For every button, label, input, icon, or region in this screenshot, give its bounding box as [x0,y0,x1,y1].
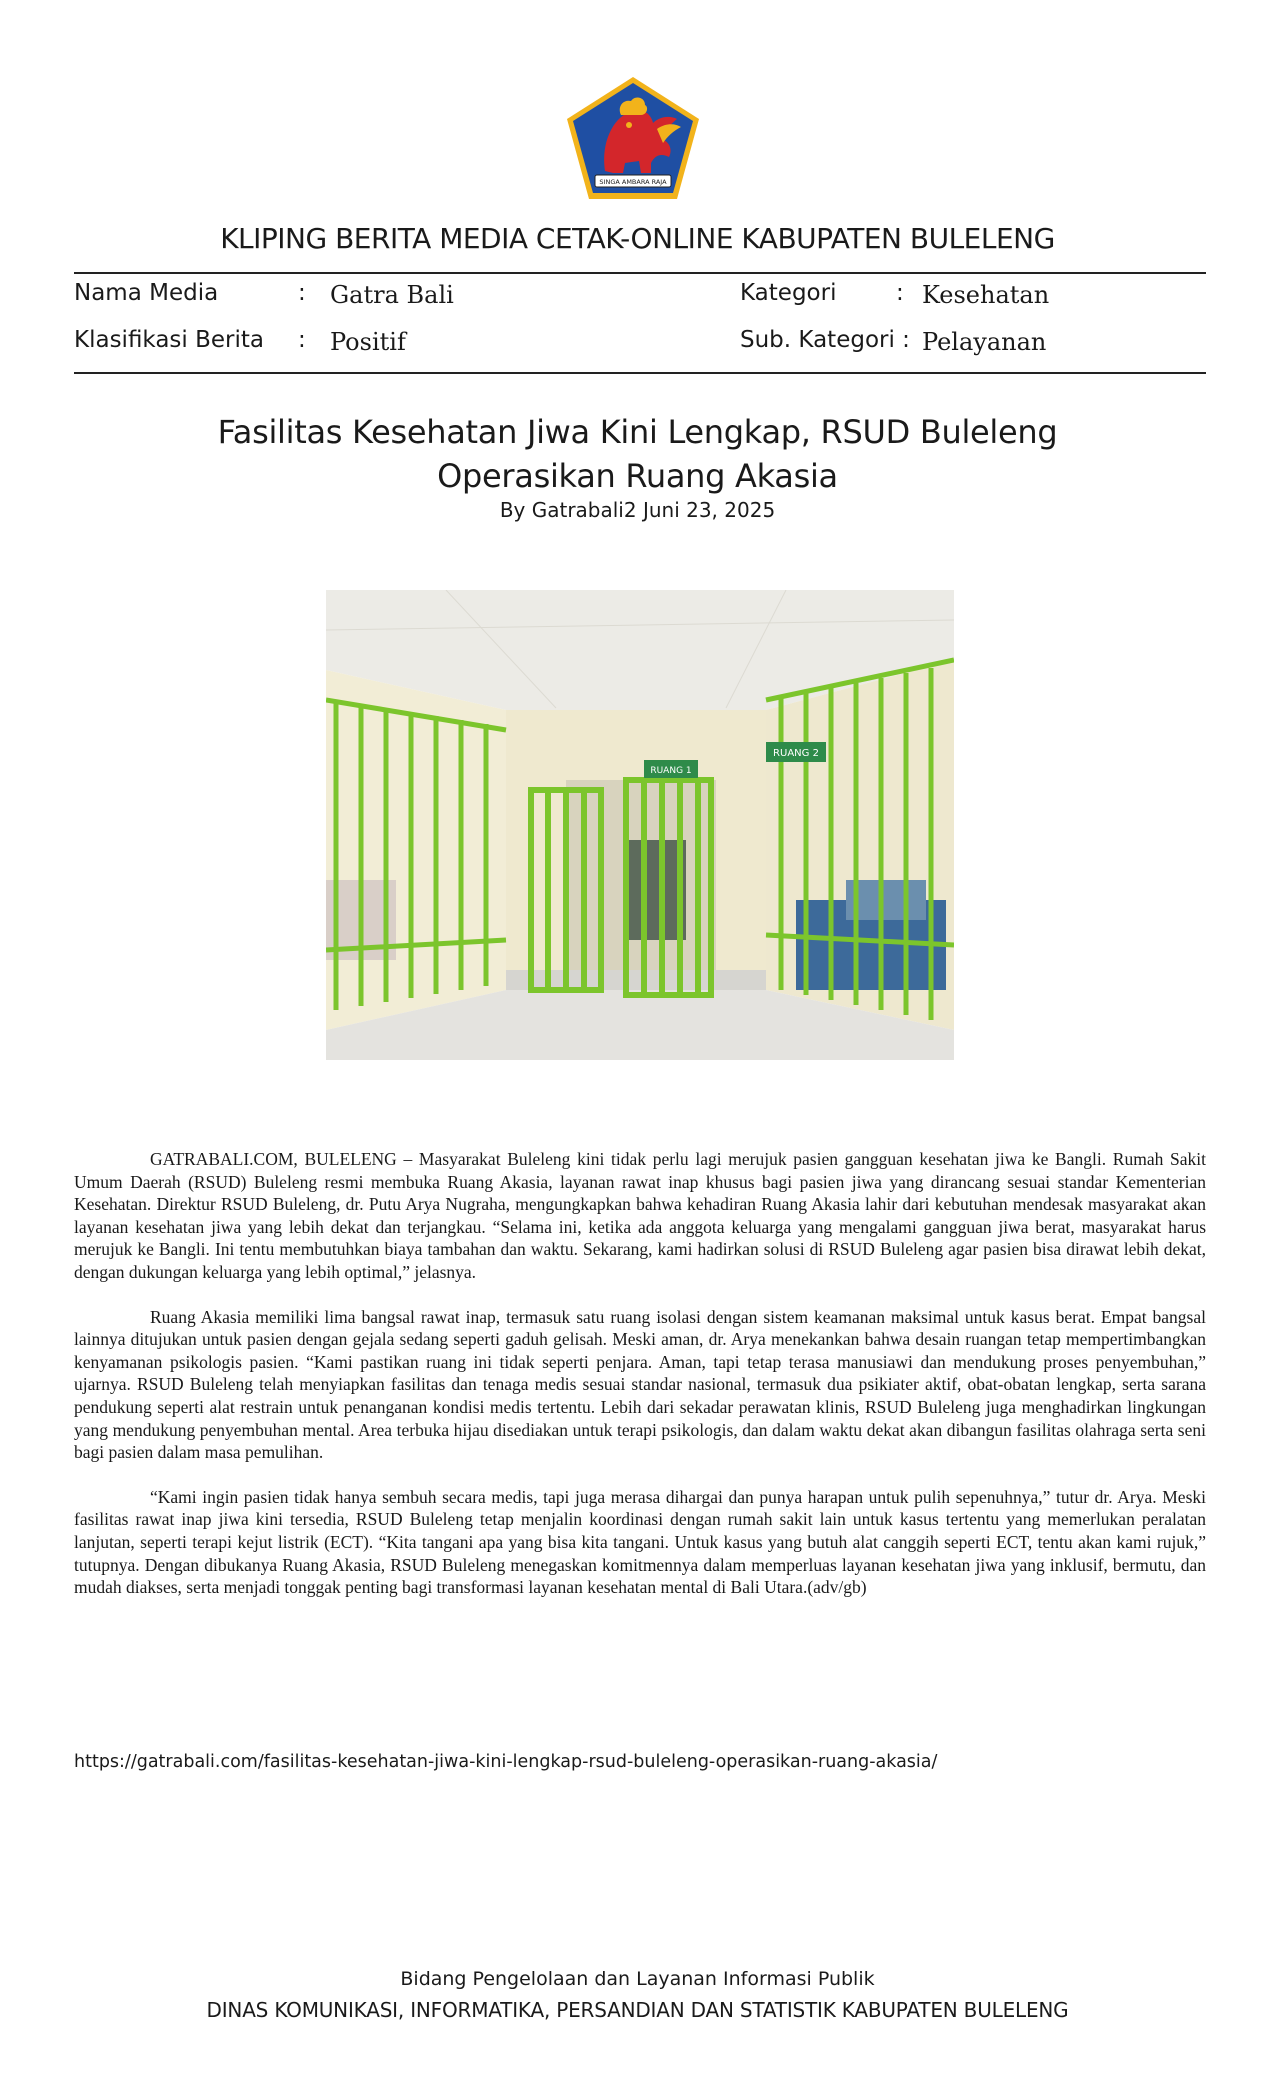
article-paragraph-2: Ruang Akasia memiliki lima bangsal rawat inap, termasuk satu ruang isolasi dengan sistem keamanan maksimal untuk kasus berat. Empat bangsal lainnya ditujukan untuk pasien dengan gejala sedang seperti gaduh gelisah. Meski aman, dr. Arya menekankan bahwa desain ruangan tetap mempertimbangkan kenyamanan psikologis pasien. “Kami pastikan ruang ini tidak seperti penjara. Aman, tapi tetap terasa manusiawi dan mendukung proses penyembuhan,” ujarnya. RSUD Buleleng telah menyiapkan fasilitas dan tenaga medis sesuai standar nasional, termasuk dua psikiater aktif, obat-obatan lengkap, serta sarana pendukung seperti alat restrain untuk penanganan kondisi medis tertentu. Lebih dari sekadar perawatan klinis, RSUD Buleleng juga menghadirkan lingkungan yang mendukung penyembuhan mental. Area terbuka hijau disediakan untuk terapi psikologis, dan dalam waktu dekat akan dibangun fasilitas olahraga serta seni bagi pasien dalam masa pemulihan. [74,1306,1206,1463]
article-title [140,410,1135,498]
header-divider-top [74,272,1206,274]
nama-media-value: Gatra Bali [330,281,454,309]
article-source-url[interactable]: https://gatrabali.com/fasilitas-kesehatan-jiwa-kini-lengkap-rsud-buleleng-operasikan-ruang-akasia/ [74,1752,938,1772]
page-heading: KLIPING BERITA MEDIA CETAK-ONLINE KABUPATEN BULELENG [220,222,1055,255]
article-title-line-1: Fasilitas Kesehatan Jiwa Kini Lengkap, RSUD Buleleng [217,413,1058,451]
article-byline: By Gatrabali2 Juni 23, 2025 [499,498,776,522]
footer-division: Bidang Pengelolaan dan Layanan Informasi Publik [400,1968,875,1990]
regency-emblem-logo [565,75,701,201]
sub-kategori-label: Sub. Kategori : [740,327,910,353]
klasifikasi-value: Positif [330,328,406,356]
klasifikasi-colon: : [298,327,306,353]
kategori-value: Kesehatan [922,281,1050,309]
nama-media-colon: : [298,280,306,306]
article-photo [326,590,954,1060]
header-divider-bottom [74,372,1206,374]
article-paragraph-3: “Kami ingin pasien tidak hanya sembuh secara medis, tapi juga merasa dihargai dan punya harapan untuk pulih sepenuhnya,” tutur dr. Arya. Meski fasilitas rawat inap jiwa kini tersedia, RSUD Buleleng tetap menjalin koordinasi dengan rumah sakit lain untuk kasus tertentu yang memerlukan peralatan lanjutan, seperti terapi kejut listrik (ECT). “Kita tangani apa yang bisa kita tangani. Untuk kasus yang butuh alat canggih seperti ECT, tentu akan kami rujuk,” tutupnya. Dengan dibukanya Ruang Akasia, RSUD Buleleng menegaskan komitmennya dalam memperluas layanan kesehatan jiwa yang inklusif, bermutu, dan mudah diakses, serta menjadi tonggak penting bagi transformasi layanan kesehatan mental di Bali Utara.(adv/gb) [74,1486,1206,1598]
sub-kategori-value: Pelayanan [922,328,1047,356]
kategori-colon: : [896,280,904,306]
article-paragraph-1: GATRABALI.COM, BULELENG – Masyarakat Buleleng kini tidak perlu lagi merujuk pasien gangguan kesehatan jiwa ke Bangli. Rumah Sakit Umum Daerah (RSUD) Buleleng resmi membuka Ruang Akasia, layanan rawat inap khusus bagi pasien jiwa yang dirancang sesuai standar Kementerian Kesehatan. Direktur RSUD Buleleng, dr. Putu Arya Nugraha, mengungkapkan bahwa kehadiran Ruang Akasia lahir dari kebutuhan mendesak masyarakat akan layanan kesehatan jiwa yang lebih dekat dan terjangkau. “Selama ini, ketika ada anggota keluarga yang mengalami gangguan jiwa berat, masyarakat harus merujuk ke Bangli. Ini tentu membutuhkan biaya tambahan dan waktu. Sekarang, kami hadirkan solusi di RSUD Buleleng agar pasien bisa dirawat lebih dekat, dengan dukungan keluarga yang lebih optimal,” jelasnya. [74,1149,1206,1282]
logo-motto-text: SINGA AMBARA RAJA [599,178,667,186]
room-1-sign: RUANG 1 [650,766,692,776]
room-2-sign: RUANG 2 [773,748,819,759]
klasifikasi-label: Klasifikasi Berita [74,327,265,353]
article-title-line-2: Operasikan Ruang Akasia [437,457,838,495]
kategori-label: Kategori [740,280,837,306]
nama-media-label: Nama Media [74,280,219,306]
footer-agency: DINAS KOMUNIKASI, INFORMATIKA, PERSANDIAN DAN STATISTIK KABUPATEN BULELENG [206,1998,1069,2022]
article-body [74,1148,1206,1621]
